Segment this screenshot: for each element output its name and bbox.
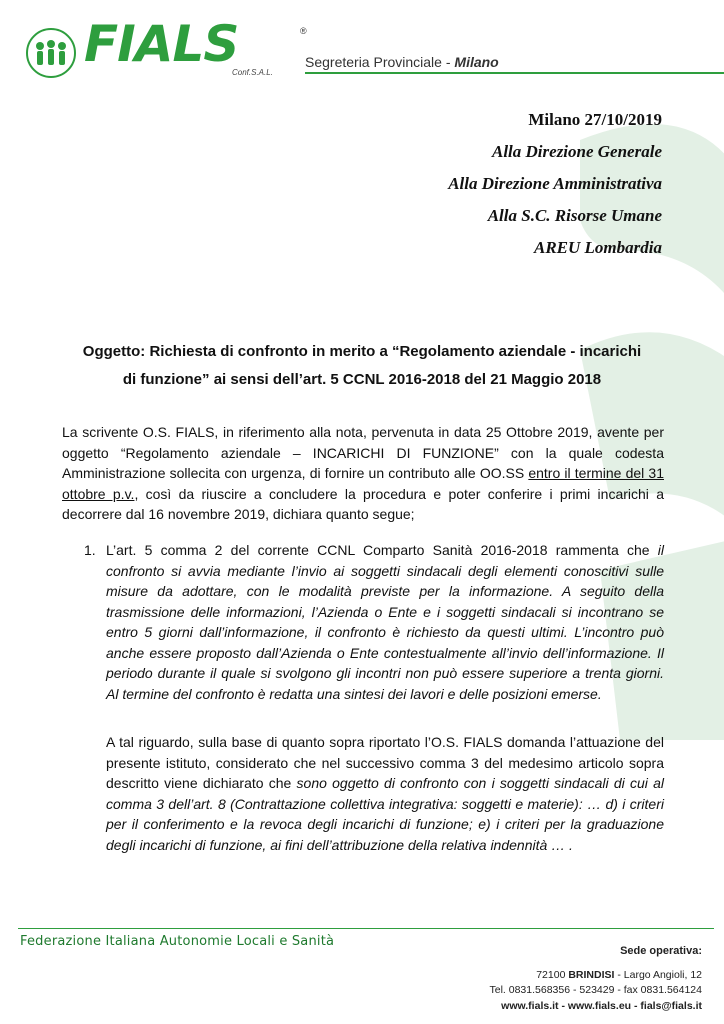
- phone-fax: Tel. 0831.568356 - 523429 - fax 0831.564124: [489, 984, 702, 996]
- footer-contacts: [489, 944, 702, 1014]
- addressee-line: Alla Direzione Generale: [492, 142, 662, 161]
- letter-date: Milano 27/10/2019: [528, 110, 662, 129]
- addressee-block: [448, 104, 662, 264]
- letterhead: [0, 0, 724, 90]
- federation-name: Federazione Italiana Autonomie Locali e Sanità: [20, 934, 335, 949]
- registered-mark: ®: [300, 26, 307, 36]
- addressee-line: AREU Lombardia: [534, 238, 662, 257]
- ccnl-quote: il confronto si avvia mediante l’invio ai soggetti sindacali degli elementi conoscitivi sulle misure da adottare, con le modalità previste per la informazione. A seguito della trasmissione delle informazioni, l’Azienda o Ente e i soggetti sindacali si incontrano se entro 5 giorni dall’informazione, il confronto è richiesto da questi ultimi. L’incontro può anche essere proposto dall’Azienda o Ente contestualmente all’invio dell’informazione. Il periodo durante il quale si svolgono gli incontri non può essere superiore a trenta giorni. Al termine del confronto è redatta una sintesi dei lavori e delle posizioni emerse.: [106, 542, 664, 702]
- intro-paragraph: La scrivente O.S. FIALS, in riferimento alla nota, pervenuta in data 25 Ottobre 2019, avente per oggetto “Regolamento aziendale – INCARICHI DI FUNZIONE” con la quale codesta Amministrazione sollecita con urgenza, di fornire un contributo alle OO.SS entro il termine del 31 ottobre p.v., così da riuscire a concludere la procedura e poter conferire i primi incarichi a decorrere dal 16 novembre 2019, dichiara quanto segue;: [62, 424, 664, 522]
- sede-address: 72100 BRINDISI - Largo Angioli, 12: [536, 968, 702, 981]
- header-divider: [305, 72, 724, 74]
- logo-subtitle: Conf.S.A.L.: [232, 68, 273, 77]
- addressee-line: Alla S.C. Risorse Umane: [487, 206, 662, 225]
- request-paragraph: A tal riguardo, sulla base di quanto sopra riportato l’O.S. FIALS domanda l’attuazione del presente istituto, considerato che nel successivo comma 3 del medesimo articolo sopra descritto viene dichiarato che sono oggetto di confronto con i soggetti sindacali di cui al comma 3 dell’art. 8 (Contrattazione collettiva integrativa: soggetti e materie): … d) i criteri per il conferimento e la revoca degli incarichi di funzione; e) i criteri per la graduazione degli incarichi di funzione, ai fini dell’attribuzione della relativa indennità … .: [106, 734, 664, 853]
- addressee-line: Alla Direzione Amministrativa: [448, 174, 662, 193]
- logo-wordmark: FIALS: [84, 15, 239, 73]
- segreteria-label: Segreteria Provinciale - Milano: [305, 54, 499, 70]
- deadline-underlined: entro il termine del 31 ottobre p.v.: [62, 465, 664, 502]
- list-item: 1. L’art. 5 comma 2 del corrente CCNL Comparto Sanità 2016-2018 rammenta che il confronto si avvia mediante l’invio ai soggetti sindacali degli elementi conoscitivi sulle misure da adottare, con le modalità previste per la informazione. A seguito della trasmissione delle informazioni, l’Azienda o Ente e i soggetti sindacali si incontrano se entro 5 giorni dall’informazione, il confronto è richiesto da questi ultimi. L’incontro può anche essere proposto dall’Azienda o Ente contestualmente all’invio dell’informazione. Il periodo durante il quale si svolgono gli incontri non può essere superiore a trenta giorni. Al termine del confronto è redatta una sintesi dei lavori e delle posizioni emerse.: [84, 542, 664, 702]
- article-quote: sono oggetto di confronto con i soggetti sindacali di cui al comma 3 dell’art. 8 (Contrattazione collettiva integrativa: soggetti e materie): … d) i criteri per il conferimento e la revoca degli incarichi di funzione; e) i criteri per la graduazione degli incarichi di funzione, ai fini dell’attribuzione della relativa indennità … .: [106, 775, 664, 853]
- fials-logo-icon: [26, 28, 76, 78]
- letter-subject: Oggetto: Richiesta di confronto in merito a “Regolamento aziendale - incarichi di funzione” ai sensi dell’art. 5 CCNL 2016-2018 del 21 Maggio 2018: [82, 343, 642, 388]
- footer-divider: [18, 928, 714, 929]
- sede-title: Sede operativa:: [620, 945, 702, 957]
- list-number: 1.: [84, 542, 96, 558]
- web-links: www.fials.it - www.fials.eu - fials@fials.it: [501, 999, 702, 1012]
